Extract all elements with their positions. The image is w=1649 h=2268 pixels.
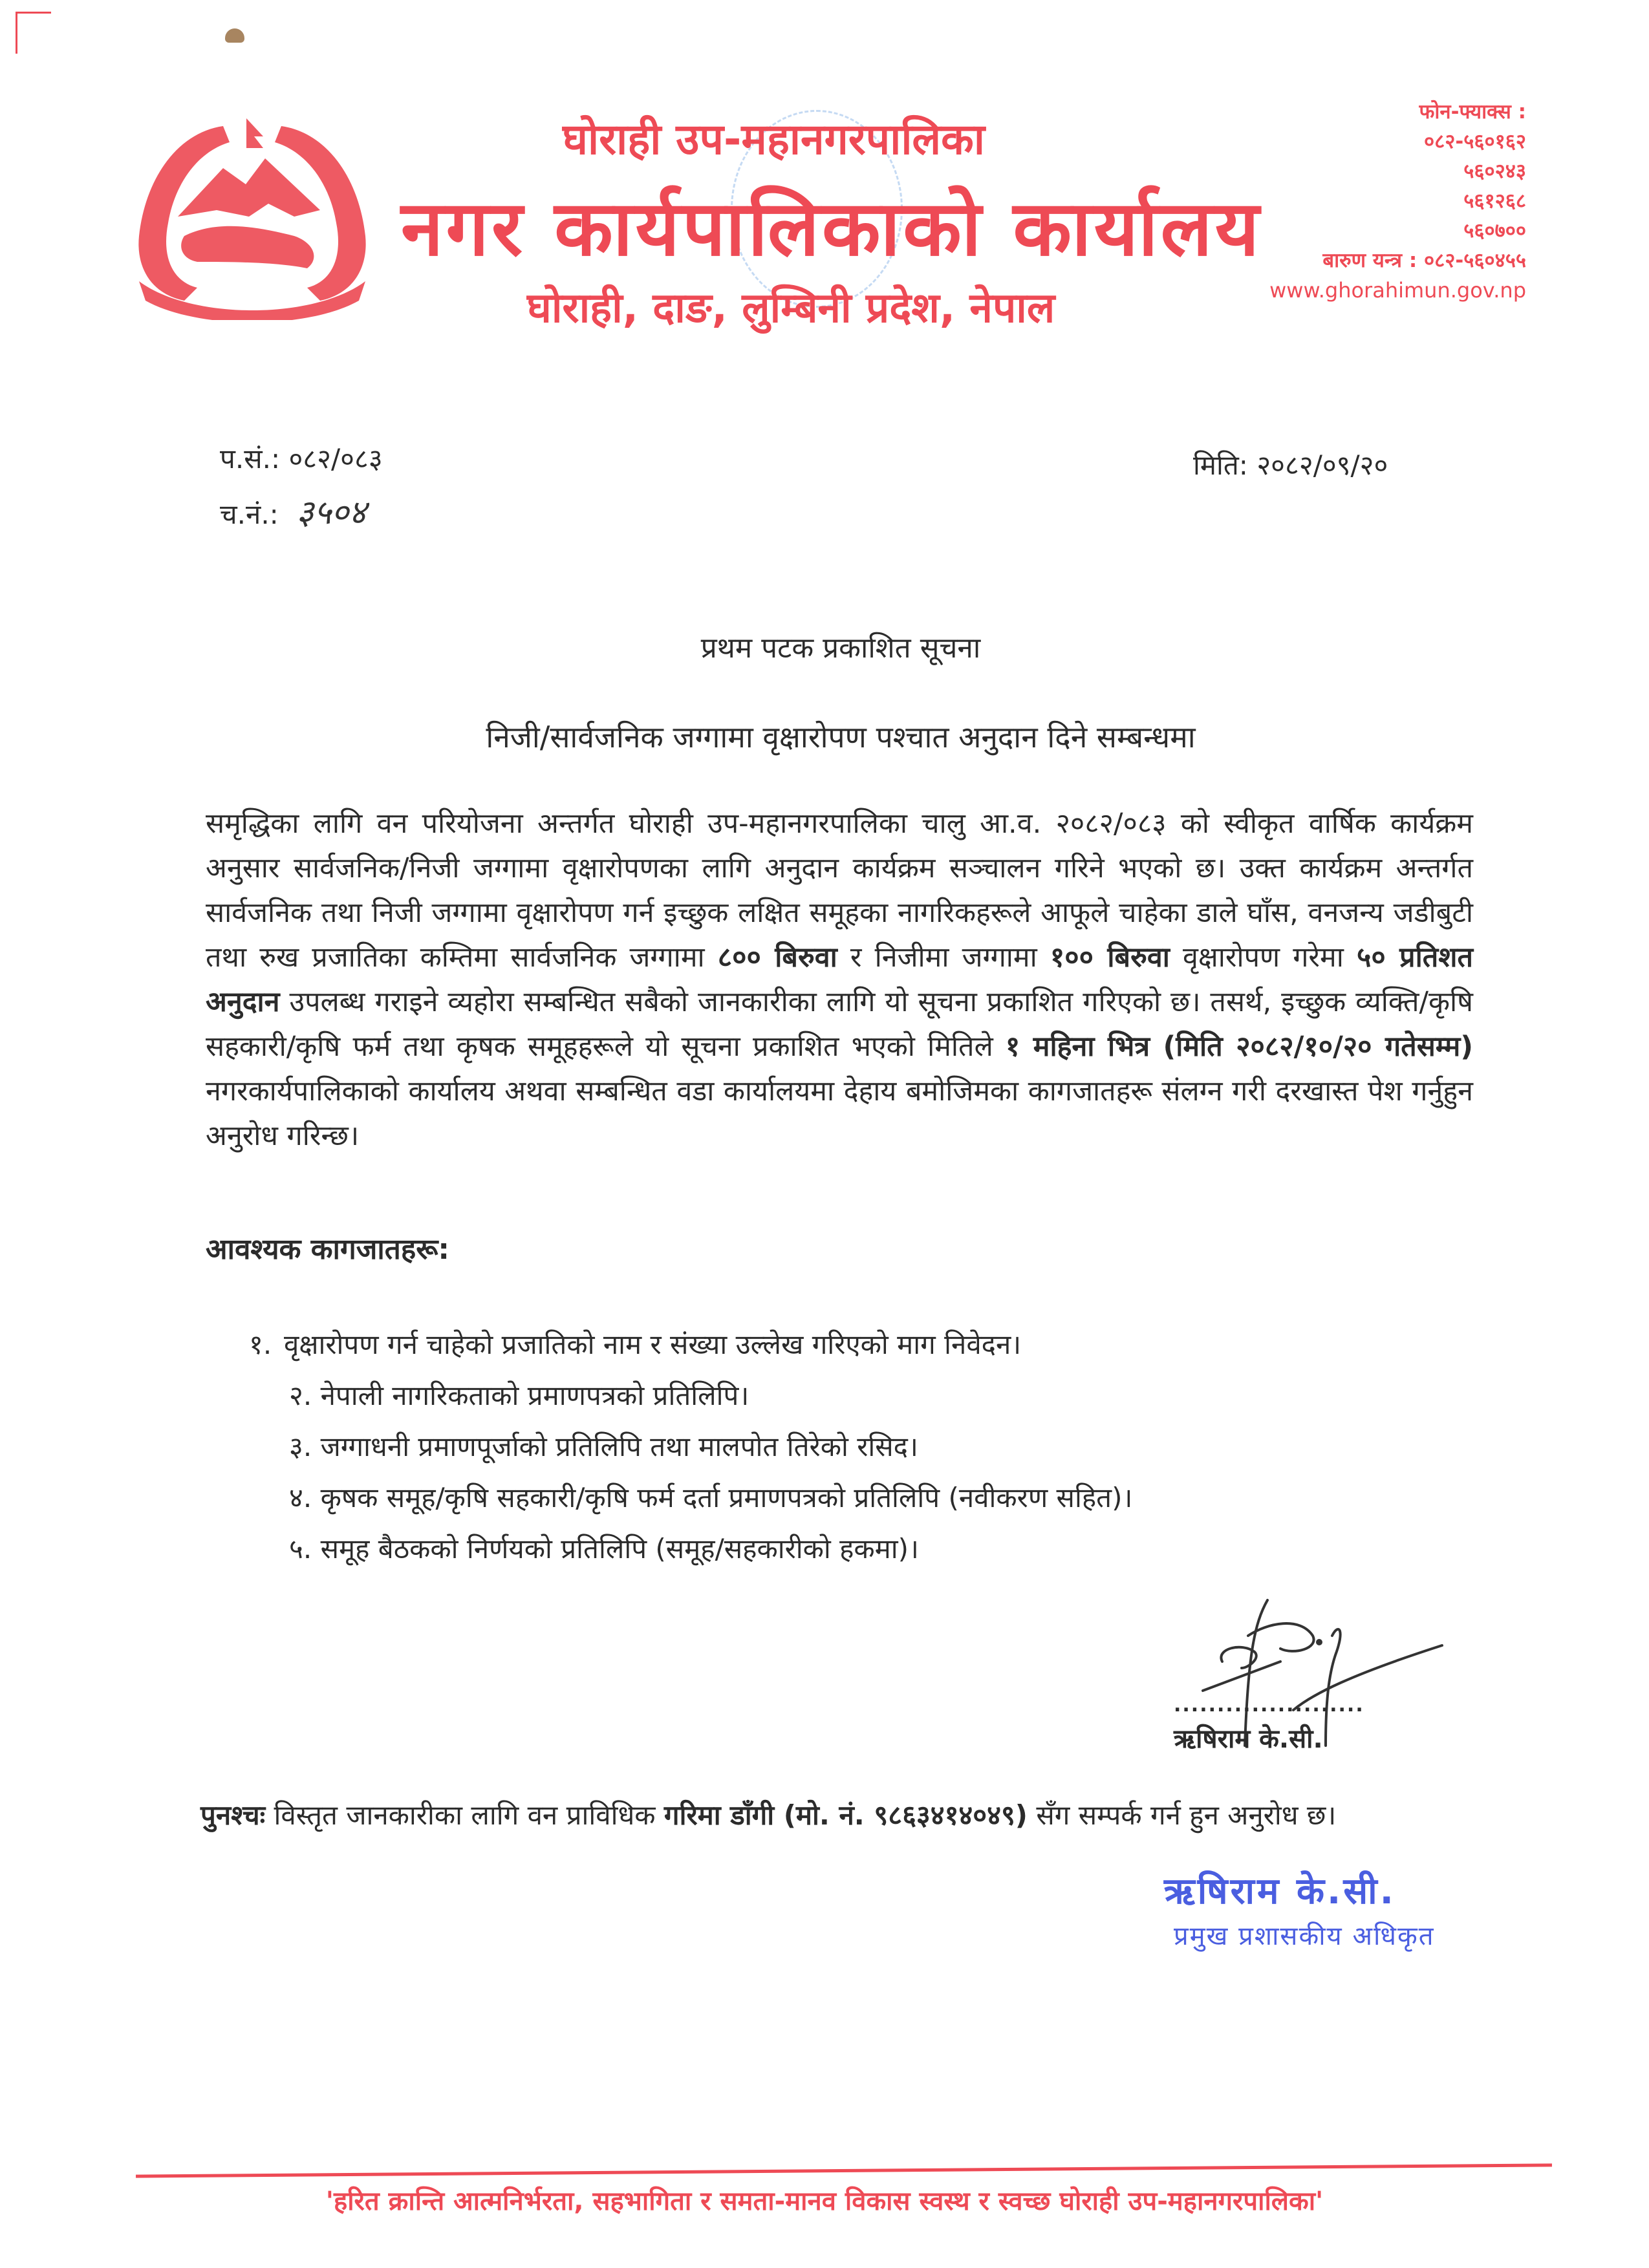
nepal-map-shape bbox=[181, 226, 314, 268]
date-label: मिति: bbox=[1193, 449, 1248, 481]
required-documents-list bbox=[249, 1319, 1132, 1574]
item-text: कृषक समूह/कृषि सहकारी/कृषि फर्म दर्ता प्रमाणपत्रको प्रतिलिपि (नवीकरण सहित)। bbox=[320, 1482, 1133, 1514]
letter-date bbox=[1193, 446, 1388, 483]
official-stamp-name: ऋषिराम के.सी. bbox=[1164, 1870, 1396, 1912]
notice-subject: निजी/सार्वजनिक जग्गामा वृक्षारोपण पश्चात अनुदान दिने सम्बन्धमा bbox=[486, 720, 1196, 754]
office-address: घोराही, दाङ, लुम्बिनी प्रदेश, नेपाल bbox=[527, 284, 1055, 332]
official-stamp-designation: प्रमुख प्रशासकीय अधिकृत bbox=[1174, 1921, 1435, 1951]
contact-block bbox=[1269, 97, 1526, 305]
dispatch-number-handwritten: ३५०४ bbox=[296, 493, 367, 532]
item-text: नेपाली नागरिकताको प्रमाणपत्रको प्रतिलिपि। bbox=[320, 1380, 749, 1411]
body-text: र निजीमा जग्गामा bbox=[837, 941, 1050, 974]
item-number: ४. bbox=[289, 1482, 312, 1514]
body-text: उपलब्ध गराइने व्यहोरा सम्बन्धित सबैको जानकारीका लागि यो सूचना प्रकाशित गरिएको छ। तसर्थ, इच्छुक व्यक्ति/कृषि सहकारी/कृषि फर्म तथा कृषक समूहहरूले यो सूचना प्रकाशित भएको मितिले bbox=[206, 986, 1473, 1063]
document-item bbox=[249, 1319, 1132, 1370]
flag-icon bbox=[246, 118, 263, 148]
required-documents-title: आवश्यक कागजातहरू: bbox=[206, 1233, 449, 1266]
phone-number: ०८२-५६०१६२ bbox=[1424, 130, 1526, 153]
notice-heading: प्रथम पटक प्रकाशित सूचना bbox=[700, 632, 981, 665]
postscript-text: सँग सम्पर्क गर्न हुन अनुरोध छ। bbox=[1027, 1799, 1337, 1831]
website-link[interactable]: www.ghorahimun.gov.np bbox=[1269, 278, 1526, 303]
document-item bbox=[289, 1421, 1132, 1472]
scan-corner-mark bbox=[16, 12, 51, 54]
postscript-text: विस्तृत जानकारीका लागि वन प्राविधिक bbox=[265, 1799, 664, 1831]
phone-number: ५६१२६८ bbox=[1463, 189, 1526, 213]
phone-number: ५६०७०० bbox=[1463, 219, 1526, 242]
item-number: ३. bbox=[289, 1431, 312, 1462]
notice-body bbox=[206, 802, 1473, 1159]
body-bold-text: १०० बिरुवा bbox=[1050, 941, 1170, 974]
body-bold-text: ५० प्रतिशत अनुदान bbox=[206, 941, 1473, 1018]
phone-fax-label: फोन-फ्याक्स : bbox=[1419, 100, 1526, 123]
item-number: २. bbox=[289, 1380, 312, 1411]
footer-slogan: 'हरित क्रान्ति आत्मनिर्भरता, सहभागिता र समता-मानव विकास स्वस्थ र स्वच्छ घोराही उप-महानगरपालिका' bbox=[325, 2187, 1324, 2216]
postscript-label: पुनश्चः bbox=[200, 1799, 266, 1831]
signature-dotted-line: ...................... bbox=[1174, 1694, 1364, 1717]
item-number: ५. bbox=[289, 1533, 312, 1565]
paper-speck bbox=[225, 28, 244, 43]
signatory-name: ऋषिराम के.सी. bbox=[1174, 1724, 1323, 1754]
nepal-emblem-logo bbox=[126, 107, 378, 320]
postscript bbox=[200, 1791, 1429, 1840]
document-item bbox=[289, 1472, 1132, 1523]
mountain-shape bbox=[178, 158, 320, 217]
dispatch-number bbox=[220, 488, 366, 534]
contact-person: गरिमा डाँगी (मो. नं. ९८६३४१४०४९) bbox=[663, 1799, 1028, 1831]
fire-brigade-number: ०८२-५६०४५५ bbox=[1424, 249, 1526, 272]
item-text: समूह बैठकको निर्णयको प्रतिलिपि (समूह/सहकारीको हकमा)। bbox=[320, 1533, 919, 1565]
body-bold-text: १ महिना भित्र (मिति २०८२/१०/२० गतेसम्म) bbox=[1005, 1031, 1473, 1063]
phone-number: ५६०२४३ bbox=[1463, 160, 1526, 183]
dispatch-number-label: च.नं.: bbox=[220, 498, 279, 530]
item-text: जग्गाधनी प्रमाणपूर्जाको प्रतिलिपि तथा मालपोत तिरेको रसिद। bbox=[320, 1431, 918, 1462]
municipality-name: घोराही उप-महानगरपालिका bbox=[563, 114, 985, 164]
item-text: वृक्षारोपण गर्न चाहेको प्रजातिको नाम र संख्या उल्लेख गरिएको माग निवेदन। bbox=[284, 1329, 1022, 1360]
fire-brigade-label: बारुण यन्त्र : bbox=[1322, 249, 1417, 272]
date-value: २०८२/०९/२० bbox=[1256, 449, 1388, 481]
letter-number bbox=[220, 440, 383, 476]
body-text: नगरकार्यपालिकाको कार्यालय अथवा सम्बन्धित वडा कार्यालयमा देहाय बमोजिमका कागजातहरू संलग्न गरी दरखास्त पेश गर्नुहुन अनुरोध गरिन्छ। bbox=[206, 1075, 1473, 1152]
footer-divider bbox=[136, 2163, 1552, 2177]
letter-number-label: प.सं.: bbox=[220, 443, 281, 475]
body-bold-text: ८०० बिरुवा bbox=[717, 941, 837, 974]
body-text: वृक्षारोपण गरेमा bbox=[1169, 941, 1357, 974]
office-name: नगर कार्यपालिकाको कार्यालय bbox=[401, 184, 1262, 273]
document-item bbox=[289, 1370, 1132, 1421]
fire-brigade-line bbox=[1269, 246, 1526, 275]
item-number: १. bbox=[249, 1329, 272, 1360]
body-text: समृद्धिका लागि वन परियोजना अन्तर्गत घोराही उप-महानगरपालिका चालु आ.व. २०८२/०८३ को स्वीकृत वार्षिक कार्यक्रम अनुसार सार्वजनिक/निजी जग्गामा वृक्षारोपणका लागि अनुदान कार्यक्रम सञ्चालन गरिने भएको छ। उक्त कार्यक्रम अन्तर्गत सार्वजनिक तथा निजी जग्गामा वृक्षारोपण गर्न इच्छुक लक्षित समूहका नागरिकहरूले आफूले चाहेका डाले घाँस, वनजन्य जडीबुटी तथा रुख प्रजातिका कम्तिमा सार्वजनिक जग्गामा bbox=[206, 808, 1473, 974]
document-item bbox=[289, 1523, 1132, 1574]
letter-number-value: ०८२/०८३ bbox=[288, 443, 383, 475]
